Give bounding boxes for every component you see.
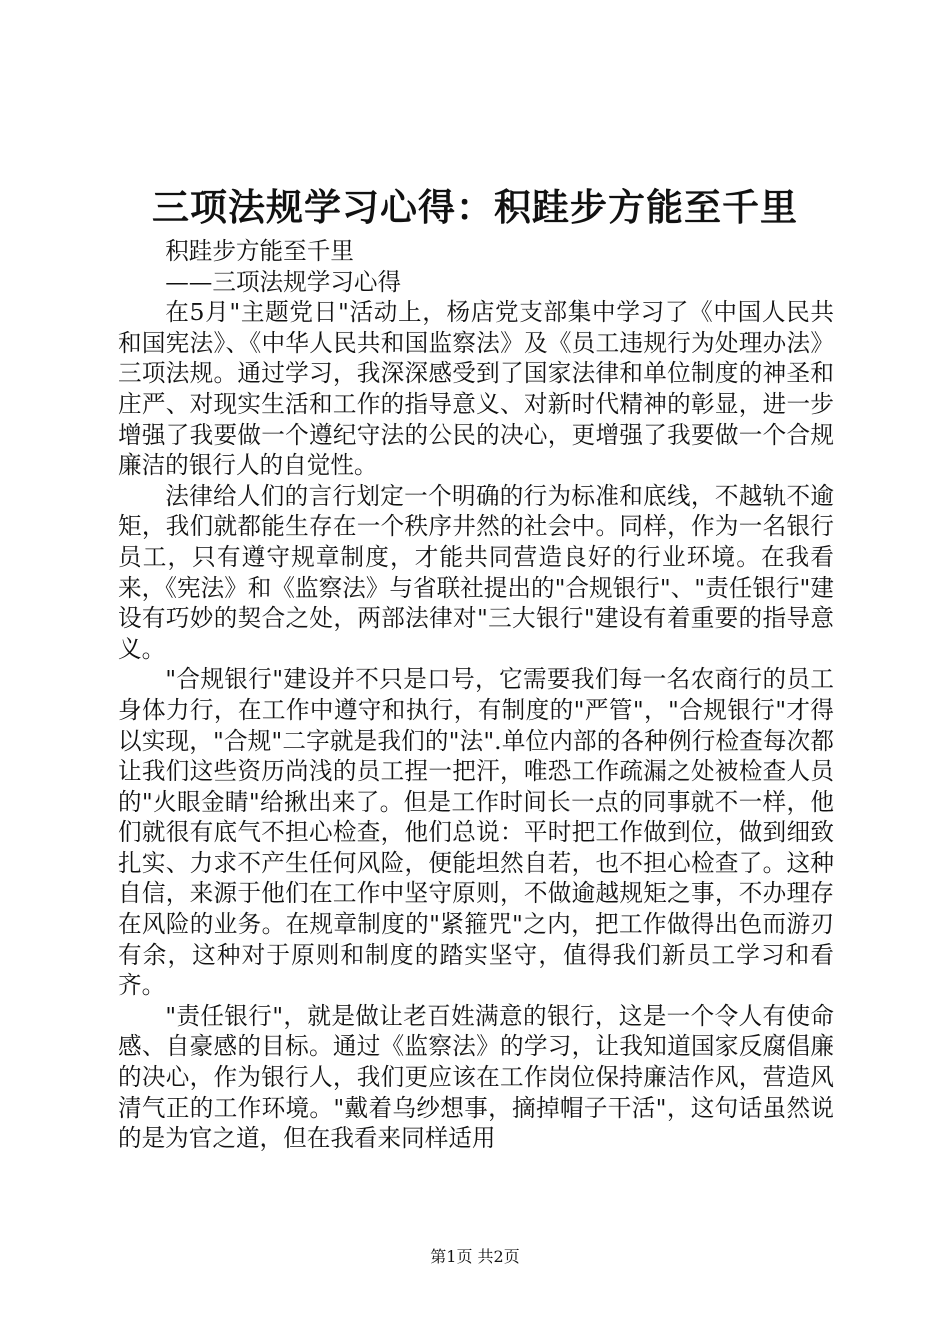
paragraph-3: "合规银行"建设并不只是口号，它需要我们每一名农商行的员工身体力行，在工作中遵守和执行，有制度的"严管"，"合规银行"才得以实现，"合规"二字就是我们的"法".单位内部的各种例行检查每次都让我们这些资历尚浅的员工捏一把汗，唯恐工作疏漏之处被检查人员的"火眼金睛"给揪出来了。但是工作时间长一点的同事就不一样，他们就很有底气不担心检查，他们总说：平时把工作做到位，做到细致扎实、力求不产生任何风险，便能坦然自若，也不担心检查了。这种自信，来源于他们在工作中坚守原则，不做逾越规矩之事，不办理存在风险的业务。在规章制度的"紧箍咒"之内，把工作做得出色而游刃有余，这种对于原则和制度的踏实坚守，值得我们新员工学习和看齐。 bbox=[118, 665, 834, 1000]
paragraph-2: 法律给人们的言行划定一个明确的行为标准和底线，不越轨不逾矩，我们就都能生存在一个秩序井然的社会中。同样，作为一名银行员工，只有遵守规章制度，才能共同营造良好的行业环境。在我看来，《宪法》和《监察法》与省联社提出的"合规银行"、"责任银行"建设有巧妙的契合之处，两部法律对"三大银行"建设有着重要的指导意义。 bbox=[118, 481, 834, 663]
page-footer: 第1页 共2页 bbox=[430, 1247, 520, 1266]
document-body bbox=[118, 236, 834, 1154]
subtitle-line: 积跬步方能至千里 bbox=[165, 237, 354, 265]
paragraph-4: "责任银行"，就是做让老百姓满意的银行，这是一个令人有使命感、自豪感的目标。通过《监察法》的学习，让我知道国家反腐倡廉的决心，作为银行人，我们更应该在工作岗位保持廉洁作风，营造风清气正的工作环境。"戴着乌纱想事，摘掉帽子干活"，这句话虽然说的是为官之道，但在我看来同样适用 bbox=[118, 1001, 834, 1153]
document-title: 三项法规学习心得：积跬步方能至千里 bbox=[152, 186, 798, 229]
paragraph-1: 在5月"主题党日"活动上，杨店党支部集中学习了《中国人民共和国宪法》、《中华人民共和国监察法》及《员工违规行为处理办法》三项法规。通过学习，我深深感受到了国家法律和单位制度的神圣和庄严、对现实生活和工作的指导意义、对新时代精神的彰显，进一步增强了我要做一个遵纪守法的公民的决心，更增强了我要做一个合规廉洁的银行人的自觉性。 bbox=[118, 298, 834, 480]
subtitle-line-2: ——三项法规学习心得 bbox=[165, 267, 402, 296]
